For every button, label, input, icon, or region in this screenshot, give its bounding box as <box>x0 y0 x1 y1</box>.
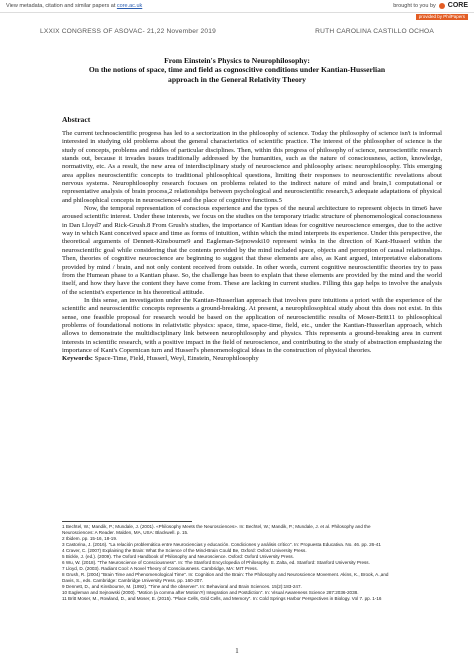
footnote: 1 Bechtel, W.; Mandik, P.; Mundale, J. (2001). «Philosophy Meets the Neurosciences». In: Bechtel, W.; Mandik, P.; Mundale, J. et al. Philosophy and the <box>62 524 371 529</box>
brought-to-you-label: brought to you by <box>393 2 436 9</box>
title-line-2: On the notions of space, time and field as cognoscitive conditions under Kantian-Husserlian <box>88 65 386 75</box>
paragraph-2: Now, the temporal representation of conscious experience and the types of the neural architecture to represent objects in time6 have aroused scientific interest. Under these interests, we focus on the studies on the temporary triadic structure of phenomenological consciousness in Dan Lloyd7 and Rick-Grush.8 From Grush's studies, the importance of Kantian ideas for cognitive neuroscience emerges, due to the active way in which Kant conceived space and time as forms of intuition, within which the mind interprets its experience. Under this perspective, the theoretical arguments of Dennett-Kinsbourne9 and Eagleman-Sejnowski10 represent winks in the direction of Kant-Husserl within the neuroscientific goal while considering that the contents provided by the mind included space, objects and perception of causal relationships. Then, theories of cognitive neuroscience are beginning to suggest that these elements are also, as Kant argued, interpretative elaborations provided by mind / brain, and not only content received from outside. In other words, current cognitive neuroscientific theories try to pass from the Humean phase to a Kantian phase. So, the challenge has been to explain that these elements are provided by the mind and the world itself, and how they have the content they have come from. These are lacking in current studies. Filling this gap helps to involve the analysis of the scientist's experience in his theoretical attitude. <box>62 205 442 296</box>
core-logo-icon <box>439 3 445 9</box>
footnote: 11 Britt Moser, M., Rowland, D., and Moser, E. (2015). "Place Cells, Grid Cells, and Memory". In: Cold Springs Harbor Perspectives in Biology. Vol 7. pp. 1-16 <box>62 596 382 601</box>
page-number: 1 <box>235 648 239 655</box>
metadata-text: View metadata, citation and similar papers at <box>6 3 116 9</box>
provided-by-badge[interactable]: provided by PhilPapers <box>416 14 468 20</box>
title-line-3: approach in the General Relativity Theory <box>168 74 306 84</box>
footnote: 10 Eagleman and Sejnowski (2000). "Motion (a comma after Motion?!) Integration and Postdiction". In: Visual Awareness Science 287:2036-2038. <box>62 590 359 595</box>
footnotes <box>62 524 447 602</box>
footnote: Davis, S., eds. Cambridge: Cambridge University Press. pp. 160-207. <box>62 578 204 583</box>
footnote: 9 Dennett, D., and Kinsbourne, M. (1992). "Time and the observer". In: Behavioral and Brain Sciences. 15(2):183-247. <box>62 584 302 589</box>
abstract-heading: Abstract <box>62 115 91 124</box>
footnote: 3 Castorina, J. (2016). "La relación problemática entre Neurociencias y educación. Condiciones y análisis crítico". In: Propuesta Educativa. No. 46. pp. 26-41 <box>62 542 381 547</box>
paper-title <box>40 56 434 84</box>
core-link[interactable]: core.ac.uk <box>116 3 143 9</box>
footnote: Neurosciences: A Reader. Malden, MA, USA: Blackwell. p. 15. <box>62 530 189 535</box>
core-metadata-notice <box>6 3 142 9</box>
core-branding[interactable] <box>393 2 468 9</box>
running-header <box>40 28 434 35</box>
top-banner <box>0 0 474 13</box>
footnote-rule <box>62 521 192 522</box>
keywords-value: Space-Time, Field, Husserl, Weyl, Einstein, Neurophilosophy <box>94 355 259 363</box>
footnote: 8 Grush, R. (2004) "Brain Time and Phenomenological Time". In: Cognition and the Brain: The Philosophy and Neuroscience Movement. Akins, K., Brook, A.,and <box>62 572 389 577</box>
footnote: 7 Lloyd, D. (2003). Radiant Cool: A Novel Theory of Consciousness. Cambridge, MA: MIT Press. <box>62 566 258 571</box>
footnote: 2 Ibidem. pp. 15-16, 18-19. <box>62 536 118 541</box>
keywords <box>62 355 442 363</box>
author-label: RUTH CAROLINA CASTILLO OCHOA <box>315 28 434 35</box>
core-logo-text: CORE <box>447 2 468 9</box>
footnote: 6 Wu, W. (2018). "The Neuroscience of Consciousness". In: The Stanford Encyclopedia of Philosophy. E. Zalta, ed. Stanford: Stanford University Press. <box>62 560 370 565</box>
keywords-label: Keywords: <box>62 355 93 363</box>
paragraph-1: The current technoscientific progress has led to a sectorization in the philosophy of science. Today the philosophy of science isn't is informal interested in studying old problems about the general characteristics of scientific practice. The interest of the philosopher of science is the study of concepts, problems and riddles of particular disciplines. Then, within this progress of philosophy of science, neuroscientific research stands out, because it invades issues traditionally addressed by the humanities, such as the nature of consciousness, action, knowledge, normativity, etc. As a result, the new area of interdisciplinary study of neuroscience and philosophy arises: neurophilosophy. This emerging area applies neuroscientific concepts to traditional philosophical questions, limiting their responses to neuroscientific revelations about nervous systems. Neurophilosophy research focuses on problems related to the indirect nature of mind and brain,1 computational or representative analysis of brain process,2 relationships between psychological and neuroscientific research,3 adequate adaptations of physical and philosophical concepts in neuroscience4 and the place of cognitive functions.5 <box>62 130 442 204</box>
title-line-1: From Einstein's Physics to Neurophilosophy: <box>164 56 310 65</box>
footnote: 4 Craver, C. (2007) Explaining the Brain: What the Science of the Mind-Brain Could Be, Oxford: Oxford University Press. <box>62 548 307 553</box>
footnote: 5 Bickle, J. (ed.). (2009). The Oxford Handbook of Philosophy and Neuroscience. Oxford: Oxford University Press. <box>62 554 295 559</box>
paragraph-3: In this sense, an investigation under the Kantian-Husserlian approach that involves pure intuitions a priori with the experience of the scientific and neuroscientific concepts represents a ground-breaking. At present, a neurophilosophical study about this does not exist. In this sense, one feasible proposal for research would be based on the application of neuroscientific results of Moser-Britt11 to philosophical problems of foundational notions in relativistic physics: space, time, space-time, field, etc., under the Kantian-Husserlian approach, which allows to demonstrate the multidisciplinary link between neurophilosophy and physics. This represents a ground-breaking area in current interests in scientific research, with a positive impact in the field of neuroscience, and contributing to the study of abstraction emphasizing the importance of Kant's Copernican turn and Husserl's phenomenological ideas in the construction of physical theories. <box>62 296 442 354</box>
abstract-body <box>62 130 442 364</box>
conference-label: LXXIX CONGRESS OF ASOVAC- 21,22 November 2019 <box>40 28 216 35</box>
